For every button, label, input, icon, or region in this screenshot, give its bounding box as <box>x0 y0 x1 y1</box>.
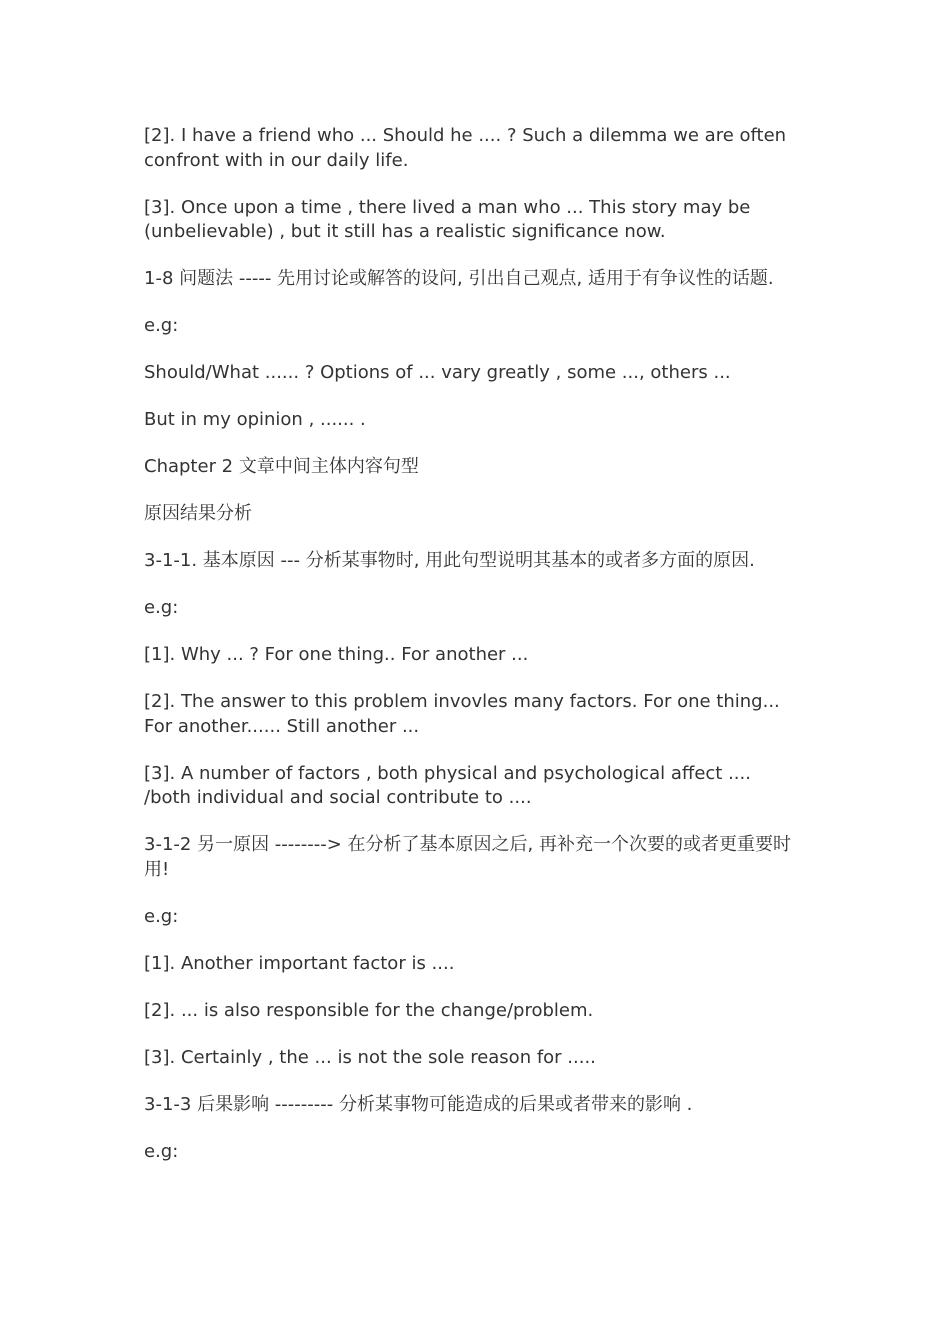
document-body <box>144 124 800 1187</box>
paragraph-example-why: [1]. Why ... ? For one thing.. For another ... <box>144 644 529 665</box>
paragraph-example-story: [3]. Once upon a time , there lived a man who ... This story may be (unbelievable) , but it still has a realistic significance now. <box>144 196 751 242</box>
paragraph-example-number-of-factors: [3]. A number of factors , both physical and psychological affect .... /both individual and social contribute to .... <box>144 762 751 808</box>
paragraph-example-friend: [2]. I have a friend who ... Should he .... ? Such a dilemma we are often confront with in our daily life. <box>144 125 787 171</box>
paragraph-eg-label: e.g: <box>144 1140 179 1162</box>
paragraph-example-another-factor: [1]. Another important factor is .... <box>144 952 455 974</box>
paragraph-example-factors: [2]. The answer to this problem invovles many factors. For one thing... For another...... Still another ... <box>144 691 780 737</box>
paragraph-chapter-heading: Chapter 2 文章中间主体内容句型 <box>144 456 419 477</box>
paragraph-example-sole-reason: [3]. Certainly , the ... is not the sole reason for ..... <box>144 1046 596 1068</box>
paragraph-heading-consequences: 3-1-3 后果影响 --------- 分析某事物可能造成的后果或者带来的影响 . <box>144 1093 693 1115</box>
paragraph-section-heading: 原因结果分析 <box>144 503 252 524</box>
paragraph-heading-another-reason: 3-1-2 另一原因 --------> 在分析了基本原因之后, 再补充一个次要的或者更重要时用! <box>144 834 791 880</box>
paragraph-example-opinion: But in my opinion , ...... . <box>144 409 366 430</box>
paragraph-example-responsible: [2]. ... is also responsible for the change/problem. <box>144 999 594 1021</box>
paragraph-example-options: Should/What ...... ? Options of ... vary greatly , some ..., others ... <box>144 362 731 383</box>
paragraph-eg-label: e.g: <box>144 315 179 336</box>
paragraph-heading-question-method: 1-8 问题法 ----- 先用讨论或解答的设问, 引出自己观点, 适用于有争议性的话题. <box>144 268 774 289</box>
paragraph-heading-basic-reason: 3-1-1. 基本原因 --- 分析某事物时, 用此句型说明其基本的或者多方面的原因. <box>144 550 755 571</box>
paragraph-eg-label: e.g: <box>144 597 179 618</box>
paragraph-eg-label: e.g: <box>144 905 179 927</box>
